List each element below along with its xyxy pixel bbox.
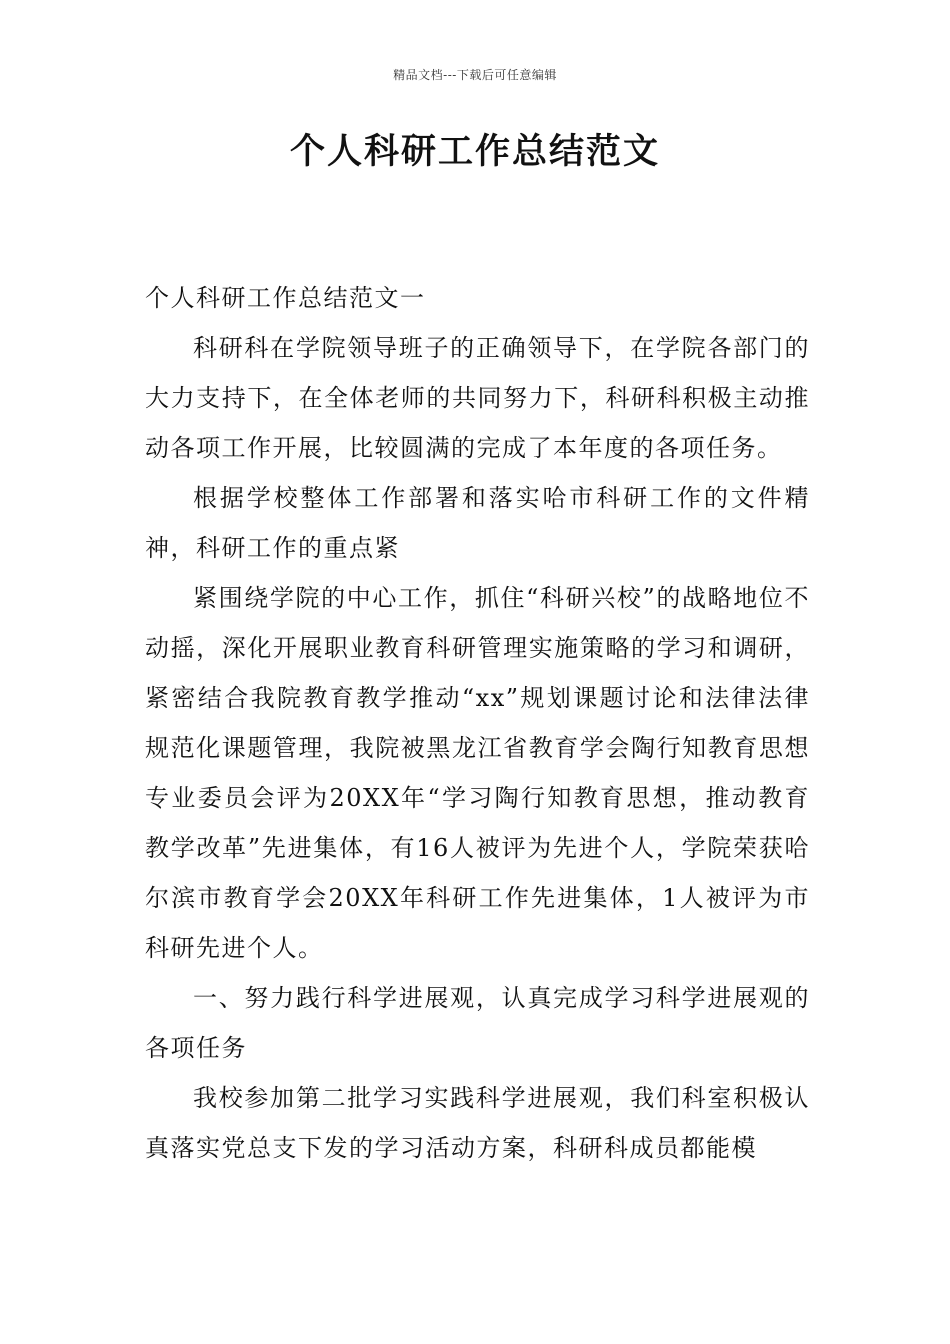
document-body [145, 273, 810, 1173]
header-note: 精品文档---下载后可任意编辑 [393, 68, 557, 82]
paragraph-achievements: 紧围绕学院的中心工作，抓住“科研兴校”的战略地位不动摇，深化开展职业教育科研管理实施策略的学习和调研，紧密结合我院教育教学推动“xx”规划课题讨论和法律法律规范化课题管理，我院被黑龙江省教育学会陶行知教育思想专业委员会评为20XX年“学习陶行知教育思想，推动教育教学改革”先进集体，有16人被评为先进个人，学院荣获哈尔滨市教育学会20XX年科研工作先进集体，1人被评为市科研先进个人。 [145, 584, 810, 962]
paragraph-intro: 科研科在学院领导班子的正确领导下，在学院各部门的大力支持下，在全体老师的共同努力下，科研科积极主动推动各项工作开展，比较圆满的完成了本年度的各项任务。 [145, 334, 810, 462]
section-heading-one: 一、努力践行科学进展观，认真完成学习科学进展观的各项任务 [145, 984, 810, 1062]
document-title: 个人科研工作总结范文 [289, 131, 660, 172]
paragraph-deployment: 根据学校整体工作部署和落实哈市科研工作的文件精神，科研工作的重点紧 [145, 484, 810, 562]
paragraph-study-practice: 我校参加第二批学习实践科学进展观，我们科室积极认真落实党总支下发的学习活动方案，科研科成员都能模 [145, 1084, 810, 1162]
section-subheading: 个人科研工作总结范文一 [145, 284, 426, 312]
